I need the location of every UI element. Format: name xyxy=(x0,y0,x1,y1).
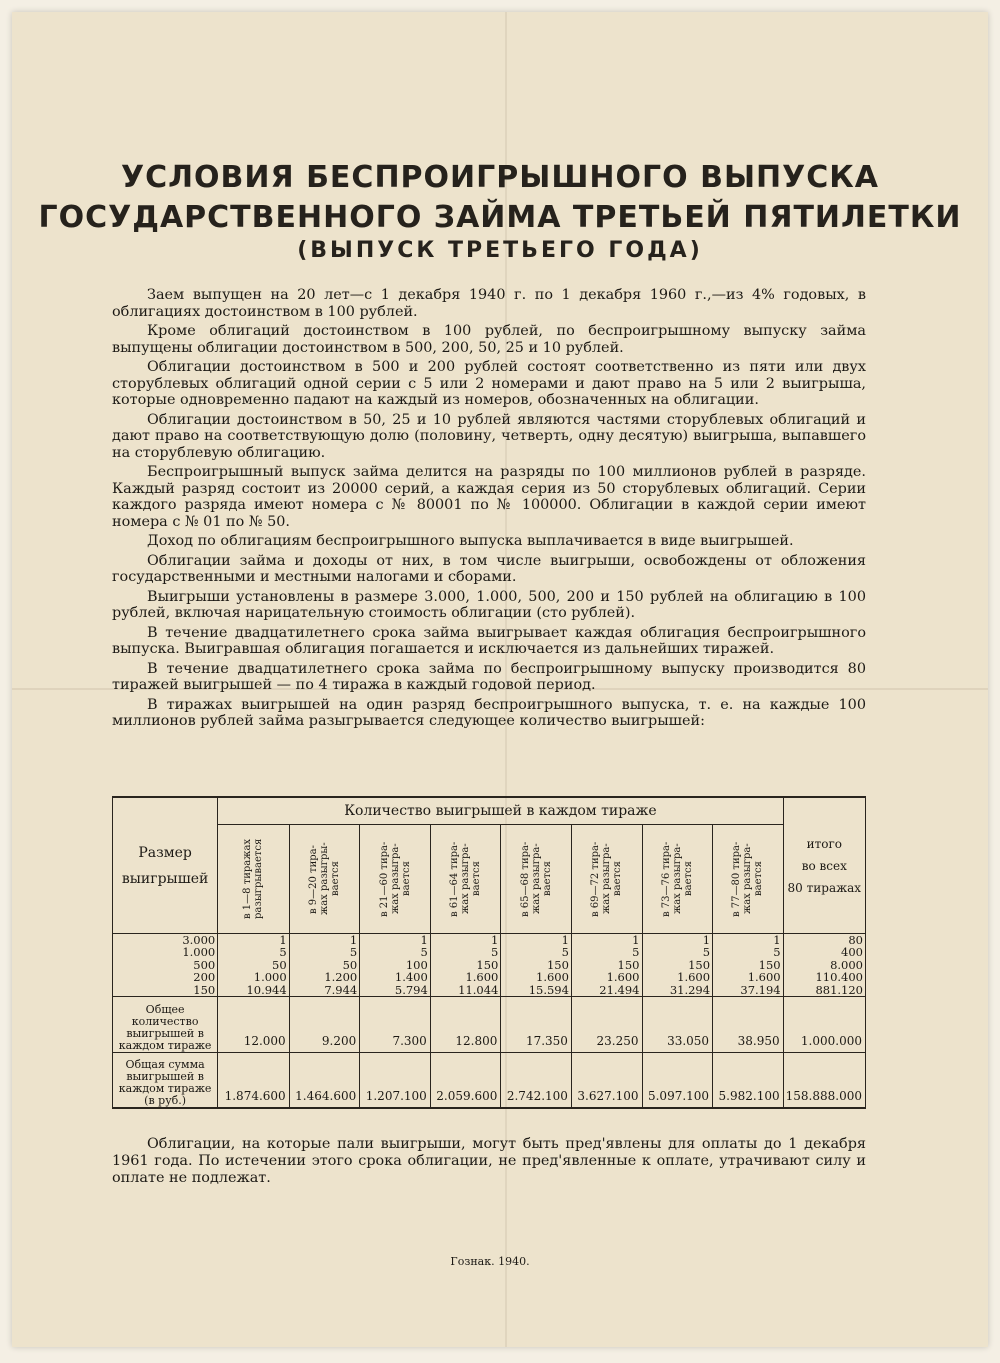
prize-sizes-cell: 3.000 1.000 500 200 150 xyxy=(113,934,218,997)
printer-imprint: Гознак. 1940. xyxy=(450,1255,530,1268)
draw-range-header: в 21—60 тира- жах разыгра- вается xyxy=(360,825,431,934)
paragraph: В течение двадцатилетнего срока займа выигрывает каждая облигация беспроигрышного выпуска. Выигравшая облигация погашается и исключается из дальнейших тиражей. xyxy=(112,624,866,657)
size-header: Размер выигрышей xyxy=(113,797,218,934)
totals-column-values: 80 400 8.000 110.400 881.120 xyxy=(783,934,865,997)
draw-range-header: в 61—64 тира- жах разыгра- вается xyxy=(430,825,501,934)
draw-column-values: 1 5 50 1.200 7.944 xyxy=(289,934,360,997)
total-header xyxy=(783,797,865,934)
count-cell: 33.050 xyxy=(642,996,713,1052)
paragraph: В течение двадцатилетнего срока займа по беспроигрышному выпуску производится 80 тиражей выигрышей — по 4 тиража в каждый годовой период. xyxy=(112,660,866,693)
paragraph: Доход по облигациям беспроигрышного выпуска выплачивается в виде выигрышей. xyxy=(147,533,794,549)
sum-row-label: Общая сумма выигрышей в каждом тираже (в руб.) xyxy=(113,1052,218,1108)
count-cell: 7.300 xyxy=(360,996,431,1052)
draw-column-values: 1 5 150 1.600 15.594 xyxy=(501,934,572,997)
paragraph: В тиражах выигрышей на один разряд беспроигрышного выпуска, т. е. на каждые 100 миллионов рублей займа разыгрывается следующее количество выигрышей: xyxy=(112,696,866,729)
paragraph: Облигации достоинством в 500 и 200 рублей состоят соответственно из пяти или двух сторублевых облигаций одной серии с 5 или 2 номерами и дают право на 5 или 2 выигрыша, которые одновременно падают на каждый из номеров, обозначенных на облигации. xyxy=(112,359,866,408)
sum-cell: 5.982.100 xyxy=(713,1052,784,1108)
draw-column-values: 1 5 50 1.000 10.944 xyxy=(218,934,289,997)
title-line-3: (ВЫПУСК ТРЕТЬЕГО ГОДА) xyxy=(297,238,703,263)
draw-range-header: в 1—8 тиражах разыгрывается xyxy=(218,825,289,934)
paragraph: Облигации займа и доходы от них, в том числе выигрыши, освобождены от обложения государственными и местными налогами и сборами. xyxy=(112,552,866,585)
count-cell: 17.350 xyxy=(501,996,572,1052)
title-line-1: УСЛОВИЯ БЕСПРОИГРЫШНОГО ВЫПУСКА xyxy=(120,160,880,195)
count-cell: 12.000 xyxy=(218,996,289,1052)
paragraph: Заем выпущен на 20 лет—с 1 декабря 1940 г. по 1 декабря 1960 г.,—из 4% годовых, в облигациях достоинством в 100 рублей. xyxy=(112,287,866,320)
total-header-line: во всех xyxy=(801,858,847,873)
draw-column-values: 1 5 100 1.400 5.794 xyxy=(360,934,431,997)
sum-cell: 158.888.000 xyxy=(783,1052,865,1108)
draw-range-header: в 65—68 тира- жах разыгра- вается xyxy=(501,825,572,934)
count-cell: 1.000.000 xyxy=(783,996,865,1052)
sum-cell: 1.464.600 xyxy=(289,1052,360,1108)
draw-range-header: в 77—80 тира- жах разыгра- вается xyxy=(713,825,784,934)
draw-column-values: 1 5 150 1.600 21.494 xyxy=(571,934,642,997)
draw-column-values: 1 5 150 1.600 37.194 xyxy=(713,934,784,997)
total-header-line: итого xyxy=(806,836,842,851)
paragraph: Выигрыши установлены в размере 3.000, 1.000, 500, 200 и 150 рублей на облигацию в 100 рублей, включая нарицательную стоимость облигации (сто рублей). xyxy=(112,588,866,621)
count-row-label: Общее количество выигрышей в каждом тираже xyxy=(113,996,218,1052)
count-cell: 12.800 xyxy=(430,996,501,1052)
sum-cell: 1.874.600 xyxy=(218,1052,289,1108)
terms-text xyxy=(112,287,866,733)
draw-range-header: в 69—72 тира- жах разыгра- вается xyxy=(571,825,642,934)
count-cell: 23.250 xyxy=(571,996,642,1052)
closing-paragraph: Облигации, на которые пали выигрыши, могут быть пред'явлены для оплаты до 1 декабря 1961 года. По истечении этого срока облигации, не пред'явленные к оплате, утрачивают силу и оплате не подлежат. xyxy=(112,1136,866,1186)
sum-cell: 2.059.600 xyxy=(430,1052,501,1108)
draw-column-values: 1 5 150 1.600 31.294 xyxy=(642,934,713,997)
draw-range-header: в 73—76 тира- жах разыгра- вается xyxy=(642,825,713,934)
count-header: Количество выигрышей в каждом тираже xyxy=(218,797,783,825)
draw-range-header: в 9—20 тира- жах разыгры- вается xyxy=(289,825,360,934)
winnings-table xyxy=(112,796,866,1109)
title-line-2: ГОСУДАРСТВЕННОГО ЗАЙМА ТРЕТЬЕЙ ПЯТИЛЕТКИ xyxy=(38,200,962,235)
count-cell: 38.950 xyxy=(713,996,784,1052)
sum-cell: 5.097.100 xyxy=(642,1052,713,1108)
draw-column-values: 1 5 150 1.600 11.044 xyxy=(430,934,501,997)
paragraph: Облигации достоинством в 50, 25 и 10 рублей являются частями сторублевых облигаций и дают право на соответствующую долю (половину, четверть, одну десятую) выигрыша, выпавшего на сторублевую облигацию. xyxy=(112,411,866,461)
total-header-line: 80 тиражах xyxy=(787,880,862,895)
sum-cell: 2.742.100 xyxy=(501,1052,572,1108)
closing-text xyxy=(112,1136,866,1187)
paragraph: Кроме облигаций достоинством в 100 рублей, по беспроигрышному выпуску займа выпущены облигации достоинством в 500, 200, 50, 25 и 10 рублей. xyxy=(112,323,866,356)
sum-cell: 1.207.100 xyxy=(360,1052,431,1108)
count-cell: 9.200 xyxy=(289,996,360,1052)
paragraph: Беспроигрышный выпуск займа делится на разряды по 100 миллионов рублей в разряде. Каждый разряд состоит из 20000 серий, а каждая серия из 50 сторублевых облигаций. Серии каждого разряда имеют номера с № 80001 по № 100000. Облигации в каждой серии имеют номера с № 01 по № 50. xyxy=(112,464,866,530)
sum-cell: 3.627.100 xyxy=(571,1052,642,1108)
